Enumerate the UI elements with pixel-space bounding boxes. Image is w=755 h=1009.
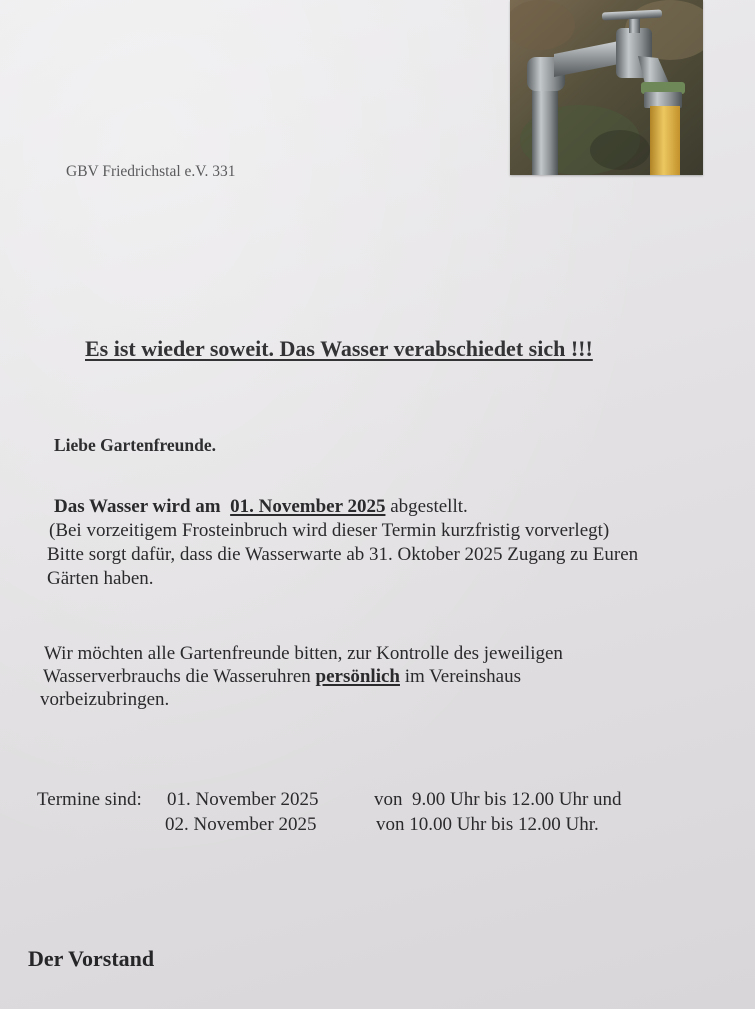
paragraph1-line4: Gärten haben. — [47, 568, 154, 589]
paragraph2-line2-suffix: im Vereinshaus — [404, 666, 521, 687]
schedule-time-1: von 9.00 Uhr bis 12.00 Uhr und — [374, 789, 622, 810]
schedule-date-2: 02. November 2025 — [165, 814, 317, 835]
faucet-photo — [510, 0, 703, 175]
schedule-date-1: 01. November 2025 — [167, 789, 319, 810]
page-title: Es ist wieder soweit. Das Wasser verabschiedet sich !!! — [85, 336, 593, 361]
paragraph1-line1 — [54, 496, 468, 519]
signature: Der Vorstand — [28, 946, 155, 971]
paragraph2-line2-prefix: Wasserverbrauchs die Wasseruhren — [43, 666, 311, 687]
paragraph2-line3: vorbeizubringen. — [40, 689, 170, 710]
hose-nut — [644, 92, 682, 108]
vertical-pipe — [532, 80, 558, 175]
organization-name: GBV Friedrichstal e.V. 331 — [66, 163, 236, 180]
shutoff-date: 01. November 2025 — [230, 496, 386, 517]
shutoff-intro: Das Wasser wird am — [54, 496, 221, 517]
shutoff-suffix: abgestellt. — [390, 496, 468, 517]
paragraph1-line3: Bitte sorgt dafür, dass die Wasserwarte ab 31. Oktober 2025 Zugang zu Euren — [47, 544, 639, 565]
schedule-time-2: von 10.00 Uhr bis 12.00 Uhr. — [376, 814, 599, 835]
paragraph2-line1: Wir möchten alle Gartenfreunde bitten, zur Kontrolle des jeweiligen — [44, 643, 563, 664]
greeting: Liebe Gartenfreunde. — [54, 435, 217, 455]
schedule-label: Termine sind: — [37, 789, 142, 810]
paragraph2-line2 — [43, 666, 521, 689]
paragraph1-line2: (Bei vorzeitigem Frosteinbruch wird dieser Termin kurzfristig vorverlegt) — [49, 520, 610, 541]
emphasis-personally: persönlich — [315, 666, 400, 687]
yellow-hose — [650, 106, 680, 175]
